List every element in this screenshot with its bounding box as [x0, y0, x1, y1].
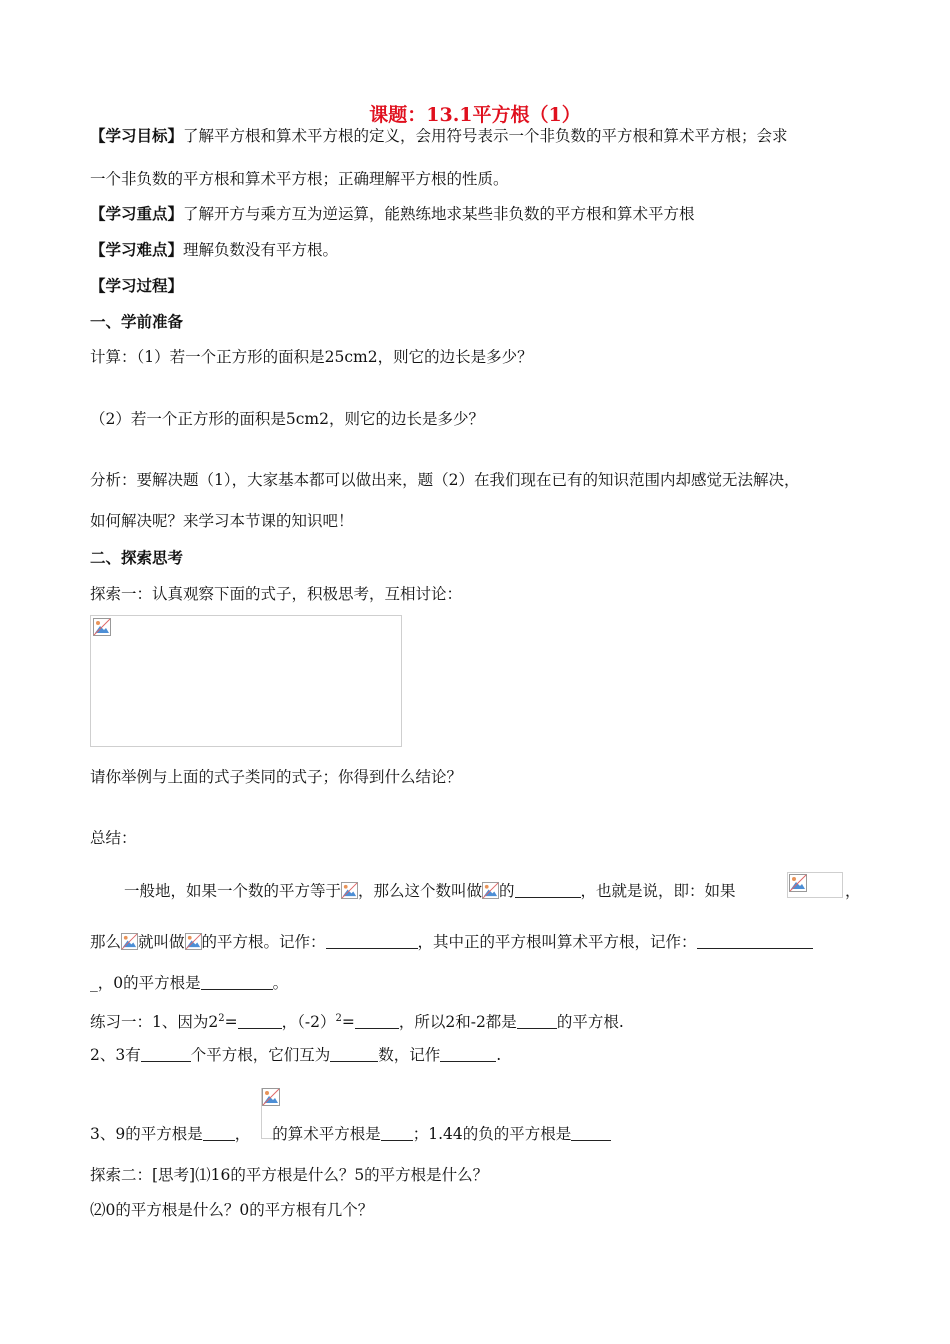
def2-text-c: 的平方根。记作：: [201, 933, 326, 951]
blank-10: [440, 1045, 496, 1062]
broken-image-icon: [262, 1088, 280, 1106]
broken-image-icon: [482, 882, 499, 899]
ex2-text-c: 数，记作: [378, 1046, 441, 1064]
def3-text-b: 。: [272, 974, 289, 992]
broken-image-icon: [121, 933, 138, 950]
definition-line-3: [90, 972, 288, 994]
question-2: （2）若一个正方形的面积是5cm2，则它的边长是多少？: [90, 410, 484, 428]
blank-11: [203, 1124, 235, 1141]
blank-5: [238, 1012, 282, 1029]
blank-8: [141, 1045, 191, 1062]
key-point-line: [90, 203, 695, 225]
blank-13: [571, 1124, 611, 1141]
page-title: 课题：13.1平方根（1）: [369, 104, 581, 126]
exercise-1: [90, 1008, 624, 1033]
question-1: 计算：（1）若一个正方形的面积是25cm2，则它的边长是多少？: [90, 348, 533, 366]
def2-text-d: ，其中正的平方根叫算术平方根，记作：: [417, 933, 697, 951]
blank-2: [326, 932, 418, 949]
objective-text-1: 了解平方根和算术平方根的定义，会用符号表示一个非负数的平方根和算术平方根；会求: [183, 127, 788, 145]
exercise-2: [90, 1044, 501, 1066]
ex1-text-f: 的平方根.: [556, 1013, 624, 1032]
ex1-text-a: 练习一：1、因为2: [90, 1013, 219, 1032]
ex3-text-d: ；1.44的负的平方根是: [412, 1125, 572, 1143]
objective-line-2: 一个非负数的平方根和算术平方根；正确理解平方根的性质。: [90, 170, 509, 188]
formula-image-d: [121, 933, 138, 950]
def-text-b: ，那么这个数叫做: [358, 882, 483, 900]
ex3-text-a: 3、9的平方根是: [90, 1125, 203, 1143]
broken-image-icon: [185, 933, 202, 950]
definition-line-2: [90, 931, 813, 953]
section2-heading: 二、探索思考: [90, 548, 184, 567]
ex3-text-c: 的算术平方根是: [272, 1125, 381, 1143]
formula-image-c: [787, 872, 843, 898]
broken-image-icon: [341, 882, 358, 899]
example-prompt: 请你举例与上面的式子类同的式子；你得到什么结论？: [90, 768, 463, 786]
def-text-a: 一般地，如果一个数的平方等于: [124, 882, 342, 900]
def3-text-a: _，0的平方根是: [90, 974, 201, 992]
ex1-sup-2: 2: [335, 1013, 342, 1024]
formula-image-a: [341, 882, 358, 899]
ex2-text-a: 2、3有: [90, 1046, 141, 1064]
analysis-line-2: 如何解决呢？来学习本节课的知识吧！: [90, 512, 354, 530]
summary-label: 总结：: [90, 829, 137, 847]
objective-line-1: [90, 125, 788, 147]
ex1-text-b: =: [224, 1013, 238, 1032]
def-text-c: 的: [499, 882, 515, 900]
key-point-text-b: 术平方根: [632, 205, 695, 223]
section1-heading: 一、学前准备: [90, 312, 184, 331]
blank-9: [330, 1045, 378, 1062]
broken-image-icon: [93, 618, 111, 636]
difficulty-label: 【学习难点】: [90, 240, 184, 259]
objective-label: 【学习目标】: [90, 126, 184, 145]
def-text-e: ，: [845, 882, 861, 900]
def-text-d: ，也就是说，即：如果: [580, 882, 736, 900]
broken-image-icon: [789, 874, 807, 892]
ex1-text-c: ，（-2）: [281, 1013, 336, 1032]
key-point-label: 【学习重点】: [90, 204, 184, 223]
key-point-text-a: 了解开方与乘方互为逆运算，能熟练地求某些非负数的平方根和算: [183, 205, 633, 223]
ex1-text-e: ，所以2和-2都是: [398, 1013, 517, 1032]
ex2-text-d: .: [496, 1046, 502, 1064]
ex3-text-b: ，: [234, 1125, 251, 1143]
exercise-3: [90, 1123, 611, 1145]
difficulty-line: [90, 239, 338, 261]
ex2-text-b: 个平方根，它们互为: [190, 1046, 331, 1064]
def2-text-b: 就叫做: [138, 933, 185, 951]
formula-image-b: [482, 882, 499, 899]
blank-6: [355, 1012, 399, 1029]
blank-1: [515, 881, 581, 898]
formula-image-frame: [90, 615, 402, 747]
def2-text-a: 那么: [90, 933, 122, 951]
definition-line-1: [124, 880, 736, 902]
ex1-text-d: =: [341, 1013, 355, 1032]
ex1-sup-1: 2: [218, 1013, 225, 1024]
analysis-line-1: 分析：要解决题（1），大家基本都可以做出来，题（2）在我们现在已有的知识范围内却感觉无法解决，: [90, 471, 800, 489]
explore-1: 探索一：认真观察下面的式子，积极思考，互相讨论：: [90, 585, 463, 603]
formula-image-e: [185, 933, 202, 950]
blank-12: [381, 1124, 413, 1141]
explore-2-line-2: ⑵0的平方根是什么？0的平方根有几个？: [90, 1201, 374, 1219]
blank-7: [517, 1012, 557, 1029]
blank-3: [697, 932, 813, 949]
explore-2-line-1: 探索二：[思考]⑴16的平方根是什么？5的平方根是什么？: [90, 1166, 489, 1184]
difficulty-text: 理解负数没有平方根。: [183, 241, 339, 259]
blank-4: [201, 973, 273, 990]
process-label: 【学习过程】: [90, 276, 184, 295]
